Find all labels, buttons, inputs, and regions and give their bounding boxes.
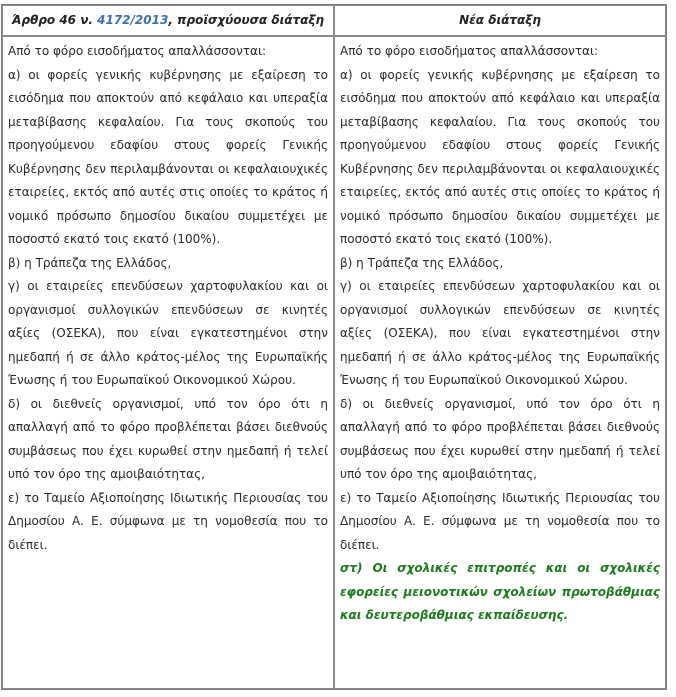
body-row	[2, 36, 666, 689]
new-intro: Από το φόρο εισοδήματος απαλλάσσονται:	[340, 44, 599, 58]
old-provision-header	[2, 5, 334, 36]
old-provision-cell	[2, 36, 334, 689]
old-provision-text	[3, 37, 333, 557]
header-row	[2, 5, 666, 36]
old-header-prefix: Άρθρο 46 ν.	[11, 13, 98, 27]
new-provision-header: Νέα διάταξη	[334, 5, 666, 36]
new-item-d: δ) οι διεθνείς οργανισμοί, υπό τον όρο ότι η απαλλαγή από το φόρο προβλέπεται βάσει διεθνούς συμβάσεως που έχει κυρωθεί στην ημεδαπή ή τελεί υπό τον όρο της αμοιβαιότητας,	[340, 396, 660, 481]
old-item-e: ε) το Ταμείο Αξιοποίησης Ιδιωτικής Περιουσίας του Δημοσίου Α. Ε. σύμφωνα με τη νομοθεσία που το διέπει.	[8, 490, 328, 552]
old-intro: Από το φόρο εισοδήματος απαλλάσσονται:	[8, 44, 267, 58]
old-item-d: δ) οι διεθνείς οργανισμοί, υπό τον όρο ότι η απαλλαγή από το φόρο προβλέπεται βάσει διεθνούς συμβάσεως που έχει κυρωθεί στην ημεδαπή ή τελεί υπό τον όρο της αμοιβαιότητας,	[8, 396, 328, 481]
old-item-a: α) οι φορείς γενικής κυβέρνησης με εξαίρεση το εισόδημα που αποκτούν από κεφάλαιο και υπεραξία μεταβίβασης κεφαλαίου. Για τους σκοπούς του προηγούμενου εδαφίου στους φορείς Γενικής Κυβέρνησης δεν περιλαμβάνονται οι κεφαλαιουχικές εταιρείες, εκτός από αυτές στις οποίες το κράτος ή νομικό πρόσωπο δημοσίου δικαίου συμμετέχει με ποσοστό εκατό τοις εκατό (100%).	[8, 67, 328, 246]
new-item-b: β) η Τράπεζα της Ελλάδος,	[340, 255, 504, 270]
comparison-table	[1, 4, 667, 690]
old-item-c: γ) οι εταιρείες επενδύσεων χαρτοφυλακίου και οι οργανισμοί συλλογικών επενδύσεων σε κινητές αξίες (ΟΣΕΚΑ), που είναι εγκατεστημένοι στην ημεδαπή ή σε άλλο κράτος-μέλος της Ευρωπαϊκής Ένωσης ή του Ευρωπαϊκού Οικονομικού Χώρου.	[8, 279, 328, 387]
new-item-e: ε) το Ταμείο Αξιοποίησης Ιδιωτικής Περιουσίας του Δημοσίου Α. Ε. σύμφωνα με τη νομοθεσία που το διέπει.	[340, 490, 660, 552]
new-item-st-added: στ) Οι σχολικές επιτροπές και οι σχολικές εφορείες μειονοτικών σχολείων πρωτοβάθμιας και δευτεροβάθμιας εκπαίδευσης.	[340, 561, 660, 622]
new-provision-text	[335, 37, 665, 628]
new-item-a: α) οι φορείς γενικής κυβέρνησης με εξαίρεση το εισόδημα που αποκτούν από κεφάλαιο και υπεραξία μεταβίβασης κεφαλαίου. Για τους σκοπούς του προηγούμενου εδαφίου στους φορείς Γενικής Κυβέρνησης δεν περιλαμβάνονται οι κεφαλαιουχικές εταιρείες, εκτός από αυτές στις οποίες το κράτος ή νομικό πρόσωπο δημοσίου δικαίου συμμετέχει με ποσοστό εκατό τοις εκατό (100%).	[340, 67, 660, 246]
old-header-suffix: , προϊσχύουσα διάταξη	[168, 13, 325, 27]
new-provision-cell	[334, 36, 666, 689]
old-item-b: β) η Τράπεζα της Ελλάδος,	[8, 255, 172, 270]
law-link[interactable]: 4172/2013	[97, 13, 169, 27]
new-item-c: γ) οι εταιρείες επενδύσεων χαρτοφυλακίου και οι οργανισμοί συλλογικών επενδύσεων σε κινητές αξίες (ΟΣΕΚΑ), που είναι εγκατεστημένοι στην ημεδαπή ή σε άλλο κράτος-μέλος της Ευρωπαϊκής Ένωσης ή του Ευρωπαϊκού Οικονομικού Χώρου.	[340, 279, 660, 387]
